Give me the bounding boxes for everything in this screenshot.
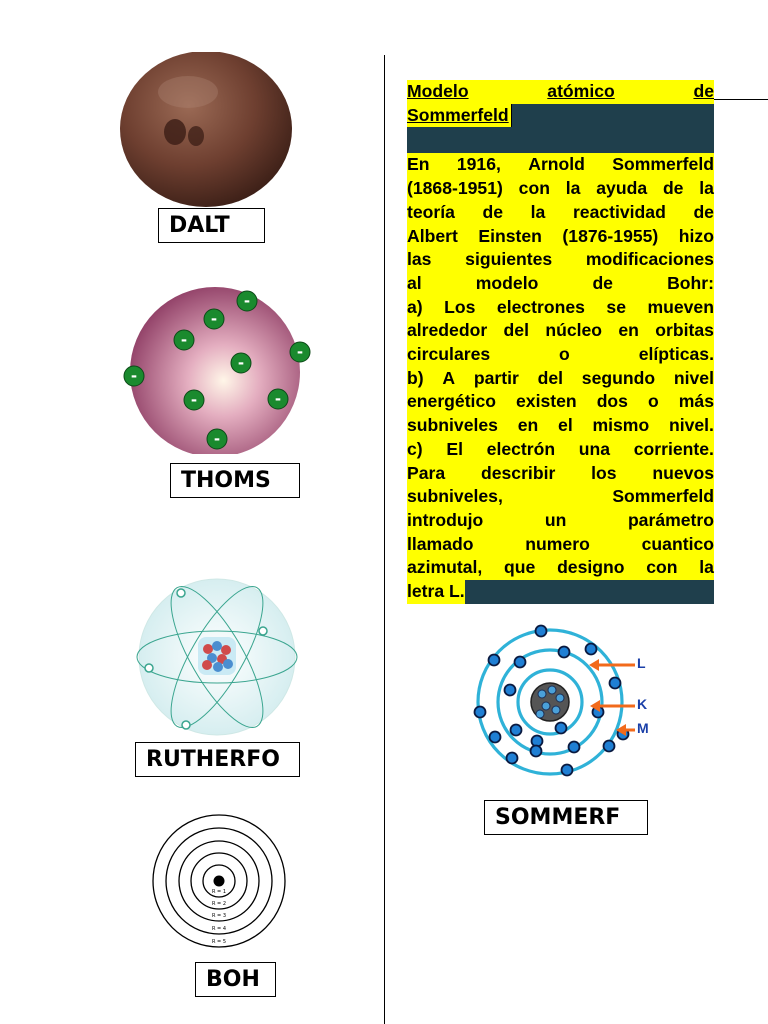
thomson-label: THOMS <box>170 463 300 498</box>
paragraph-word: segundo <box>581 367 656 388</box>
paragraph-word: con <box>518 178 550 199</box>
paragraph-word: ayuda <box>596 178 648 199</box>
paragraph-word: circulares <box>407 344 491 365</box>
paragraph-word: teoría <box>407 201 455 222</box>
paragraph-word: del <box>503 320 529 341</box>
electron-icon <box>204 309 224 329</box>
bohr-shell-label: R = 3 <box>211 913 227 919</box>
paragraph-word: de <box>662 178 684 199</box>
paragraph-word: los <box>591 462 617 483</box>
electron-sign: - <box>237 354 245 372</box>
paragraph-word: describir <box>480 462 556 483</box>
electron-sign: - <box>274 390 282 408</box>
rutherford-label: RUTHERFO <box>135 742 300 777</box>
sommerfeld-atom-illustration <box>470 620 655 785</box>
paragraph-word: dos <box>596 391 628 412</box>
paragraph-word: modificaciones <box>585 249 714 270</box>
paragraph-word: nivel <box>673 367 714 388</box>
paragraph-word: del <box>537 367 564 388</box>
dalton-ball-illustration <box>118 52 298 212</box>
paragraph-last-text: letra L. <box>407 580 465 604</box>
paragraph-word: a) <box>407 296 423 317</box>
paragraph-last-line <box>407 580 714 604</box>
paragraph-word: Los <box>444 296 476 317</box>
electron-sign: - <box>243 292 251 310</box>
paragraph-word: mueven <box>647 296 714 317</box>
bohr-shell-label: R = 5 <box>211 939 227 945</box>
paragraph-word: de <box>482 201 504 222</box>
paragraph-line <box>407 225 714 249</box>
paragraph-word: el <box>558 415 573 436</box>
level-label-l: L <box>637 655 646 671</box>
paragraph-word: de <box>592 272 613 293</box>
paragraph-word: mismo <box>592 415 650 436</box>
paragraph-word: una <box>578 438 611 459</box>
paragraph-word: electrón <box>486 438 556 459</box>
paragraph-line <box>407 177 714 201</box>
electron-icon <box>475 707 486 718</box>
paragraph-word: Sommerfeld <box>612 154 714 175</box>
thomson-plum-pudding-illustration <box>120 284 315 454</box>
paragraph-word: b) <box>407 367 424 388</box>
paragraph-line <box>407 201 714 225</box>
electron-icon <box>511 725 522 736</box>
paragraph-word: en <box>517 415 539 436</box>
paragraph-word: A <box>442 367 456 388</box>
bohr-label: BOH <box>195 962 276 997</box>
electron-icon <box>490 732 501 743</box>
paragraph-word: subniveles, <box>407 486 503 507</box>
electron-icon <box>536 626 547 637</box>
paragraph-line <box>407 319 714 343</box>
paragraph-word: designo <box>557 557 625 578</box>
electron-icon <box>559 647 570 658</box>
paragraph-word: El <box>446 438 463 459</box>
sommerfeld-text-block <box>407 80 714 604</box>
paragraph-line <box>407 509 714 533</box>
paragraph-word: subniveles <box>407 415 498 436</box>
electron-icon <box>586 644 597 655</box>
paragraph-word: Para <box>407 462 446 483</box>
paragraph-word: en <box>618 320 639 341</box>
electron-sign: - <box>180 331 188 349</box>
electron-icon <box>489 655 500 666</box>
electron-icon <box>124 366 144 386</box>
bohr-shell-label: R = 1 <box>211 889 227 895</box>
paragraph-word: la <box>699 557 714 578</box>
paragraph-line <box>407 390 714 414</box>
paragraph-line <box>407 556 714 580</box>
electron-icon <box>207 429 227 449</box>
dalton-label: DALT <box>158 208 265 243</box>
paragraph-word: 1916, <box>456 154 501 175</box>
paragraph-word: nuevos <box>652 462 714 483</box>
paragraph-word: un <box>544 509 567 530</box>
title-line-1 <box>407 80 714 104</box>
electron-icon <box>290 342 310 362</box>
paragraph-word: las <box>407 249 432 270</box>
paragraph-word: electrones <box>496 296 585 317</box>
electron-icon <box>268 389 288 409</box>
paragraph-word: existen <box>516 391 577 412</box>
paragraph-word: energético <box>407 391 496 412</box>
electron-icon <box>569 742 580 753</box>
paragraph-word: parámetro <box>627 509 714 530</box>
electron-sign: - <box>210 310 218 328</box>
paragraph-word: c) <box>407 438 423 459</box>
paragraph-word: la <box>530 201 546 222</box>
column-divider <box>384 55 385 1024</box>
electron-icon <box>562 765 573 776</box>
paragraph-word: introdujo <box>407 509 484 530</box>
electron-icon <box>237 291 257 311</box>
arrow-icon <box>589 659 635 671</box>
rutherford-atom-illustration <box>132 575 302 740</box>
sommerfeld-label: SOMMERF <box>484 800 648 835</box>
electron-sign: - <box>130 367 138 385</box>
level-label-m: M <box>637 720 649 736</box>
paragraph-word: corriente. <box>633 438 714 459</box>
paragraph-line <box>407 533 714 557</box>
paragraph-word: hizo <box>678 225 714 246</box>
level-label-k: K <box>637 696 648 712</box>
electron-icon <box>174 330 194 350</box>
electron-sign: - <box>190 391 198 409</box>
title-line-2 <box>407 104 714 128</box>
paragraph-word: la <box>699 178 714 199</box>
paragraph-word: reactividad <box>572 201 666 222</box>
paragraph-word: llamado <box>407 533 474 554</box>
paragraph-word: Sommerfeld <box>612 486 714 507</box>
electron-sign: - <box>296 343 304 361</box>
title-word: Modelo <box>407 81 469 101</box>
paragraph-word: de <box>693 201 714 222</box>
title-word: de <box>693 81 714 101</box>
paragraph-word: o <box>648 391 659 412</box>
paragraph-word: elípticas. <box>638 344 714 365</box>
paragraph-word: nivel. <box>668 415 714 436</box>
electron-icon <box>184 390 204 410</box>
electron-icon <box>515 657 526 668</box>
paragraph-word: Bohr: <box>667 272 714 293</box>
paragraph-line <box>407 462 714 486</box>
paragraph-word: la <box>565 178 581 199</box>
paragraph-word: Arnold <box>528 154 585 175</box>
paragraph-line <box>407 367 714 391</box>
paragraph-word: alrededor <box>407 320 488 341</box>
paragraph-word: siguientes <box>465 249 553 270</box>
paragraph-word: núcleo <box>545 320 603 341</box>
paragraph-word: Albert <box>407 225 458 246</box>
paragraph-line <box>407 296 714 320</box>
bohr-shells-illustration <box>148 812 288 952</box>
title-word: atómico <box>547 81 615 101</box>
paragraph-word: numero <box>525 533 590 554</box>
paragraph-word: En <box>407 154 430 175</box>
paragraph-line <box>407 153 714 177</box>
paragraph-line <box>407 485 714 509</box>
title-rule <box>714 99 768 100</box>
paragraph-line <box>407 343 714 367</box>
paragraph-word: modelo <box>475 272 539 293</box>
paragraph-line <box>407 248 714 272</box>
bohr-shell-label: R = 2 <box>211 901 227 907</box>
electron-icon <box>231 353 251 373</box>
paragraph-word: (1876-1955) <box>562 225 659 246</box>
paragraph-line <box>407 438 714 462</box>
paragraph-word: más <box>678 391 714 412</box>
paragraph-word: que <box>504 557 536 578</box>
electron-icon <box>507 753 518 764</box>
paragraph-word: con <box>646 557 678 578</box>
title-sommerfeld: Sommerfeld <box>407 104 512 128</box>
paragraph-word: azimutal, <box>407 557 483 578</box>
paragraph-line <box>407 414 714 438</box>
paragraph-word: Einsten <box>478 225 542 246</box>
paragraph-gap <box>407 127 714 153</box>
paragraph-word: (1868-1951) <box>407 178 503 199</box>
electron-icon <box>604 741 615 752</box>
electron-icon <box>610 678 621 689</box>
paragraph-word: o <box>559 344 570 365</box>
electron-icon <box>556 723 567 734</box>
paragraph-word: cuantico <box>641 533 714 554</box>
bohr-shell-label: R = 4 <box>211 926 227 932</box>
electron-sign: - <box>213 430 221 448</box>
paragraph-word: orbitas <box>655 320 714 341</box>
paragraph-line <box>407 272 714 296</box>
electron-icon <box>505 685 516 696</box>
sommerfeld-paragraph <box>407 153 714 580</box>
paragraph-word: partir <box>473 367 519 388</box>
paragraph-word: al <box>407 272 422 293</box>
electron-icon <box>531 746 542 757</box>
paragraph-word: se <box>606 296 626 317</box>
